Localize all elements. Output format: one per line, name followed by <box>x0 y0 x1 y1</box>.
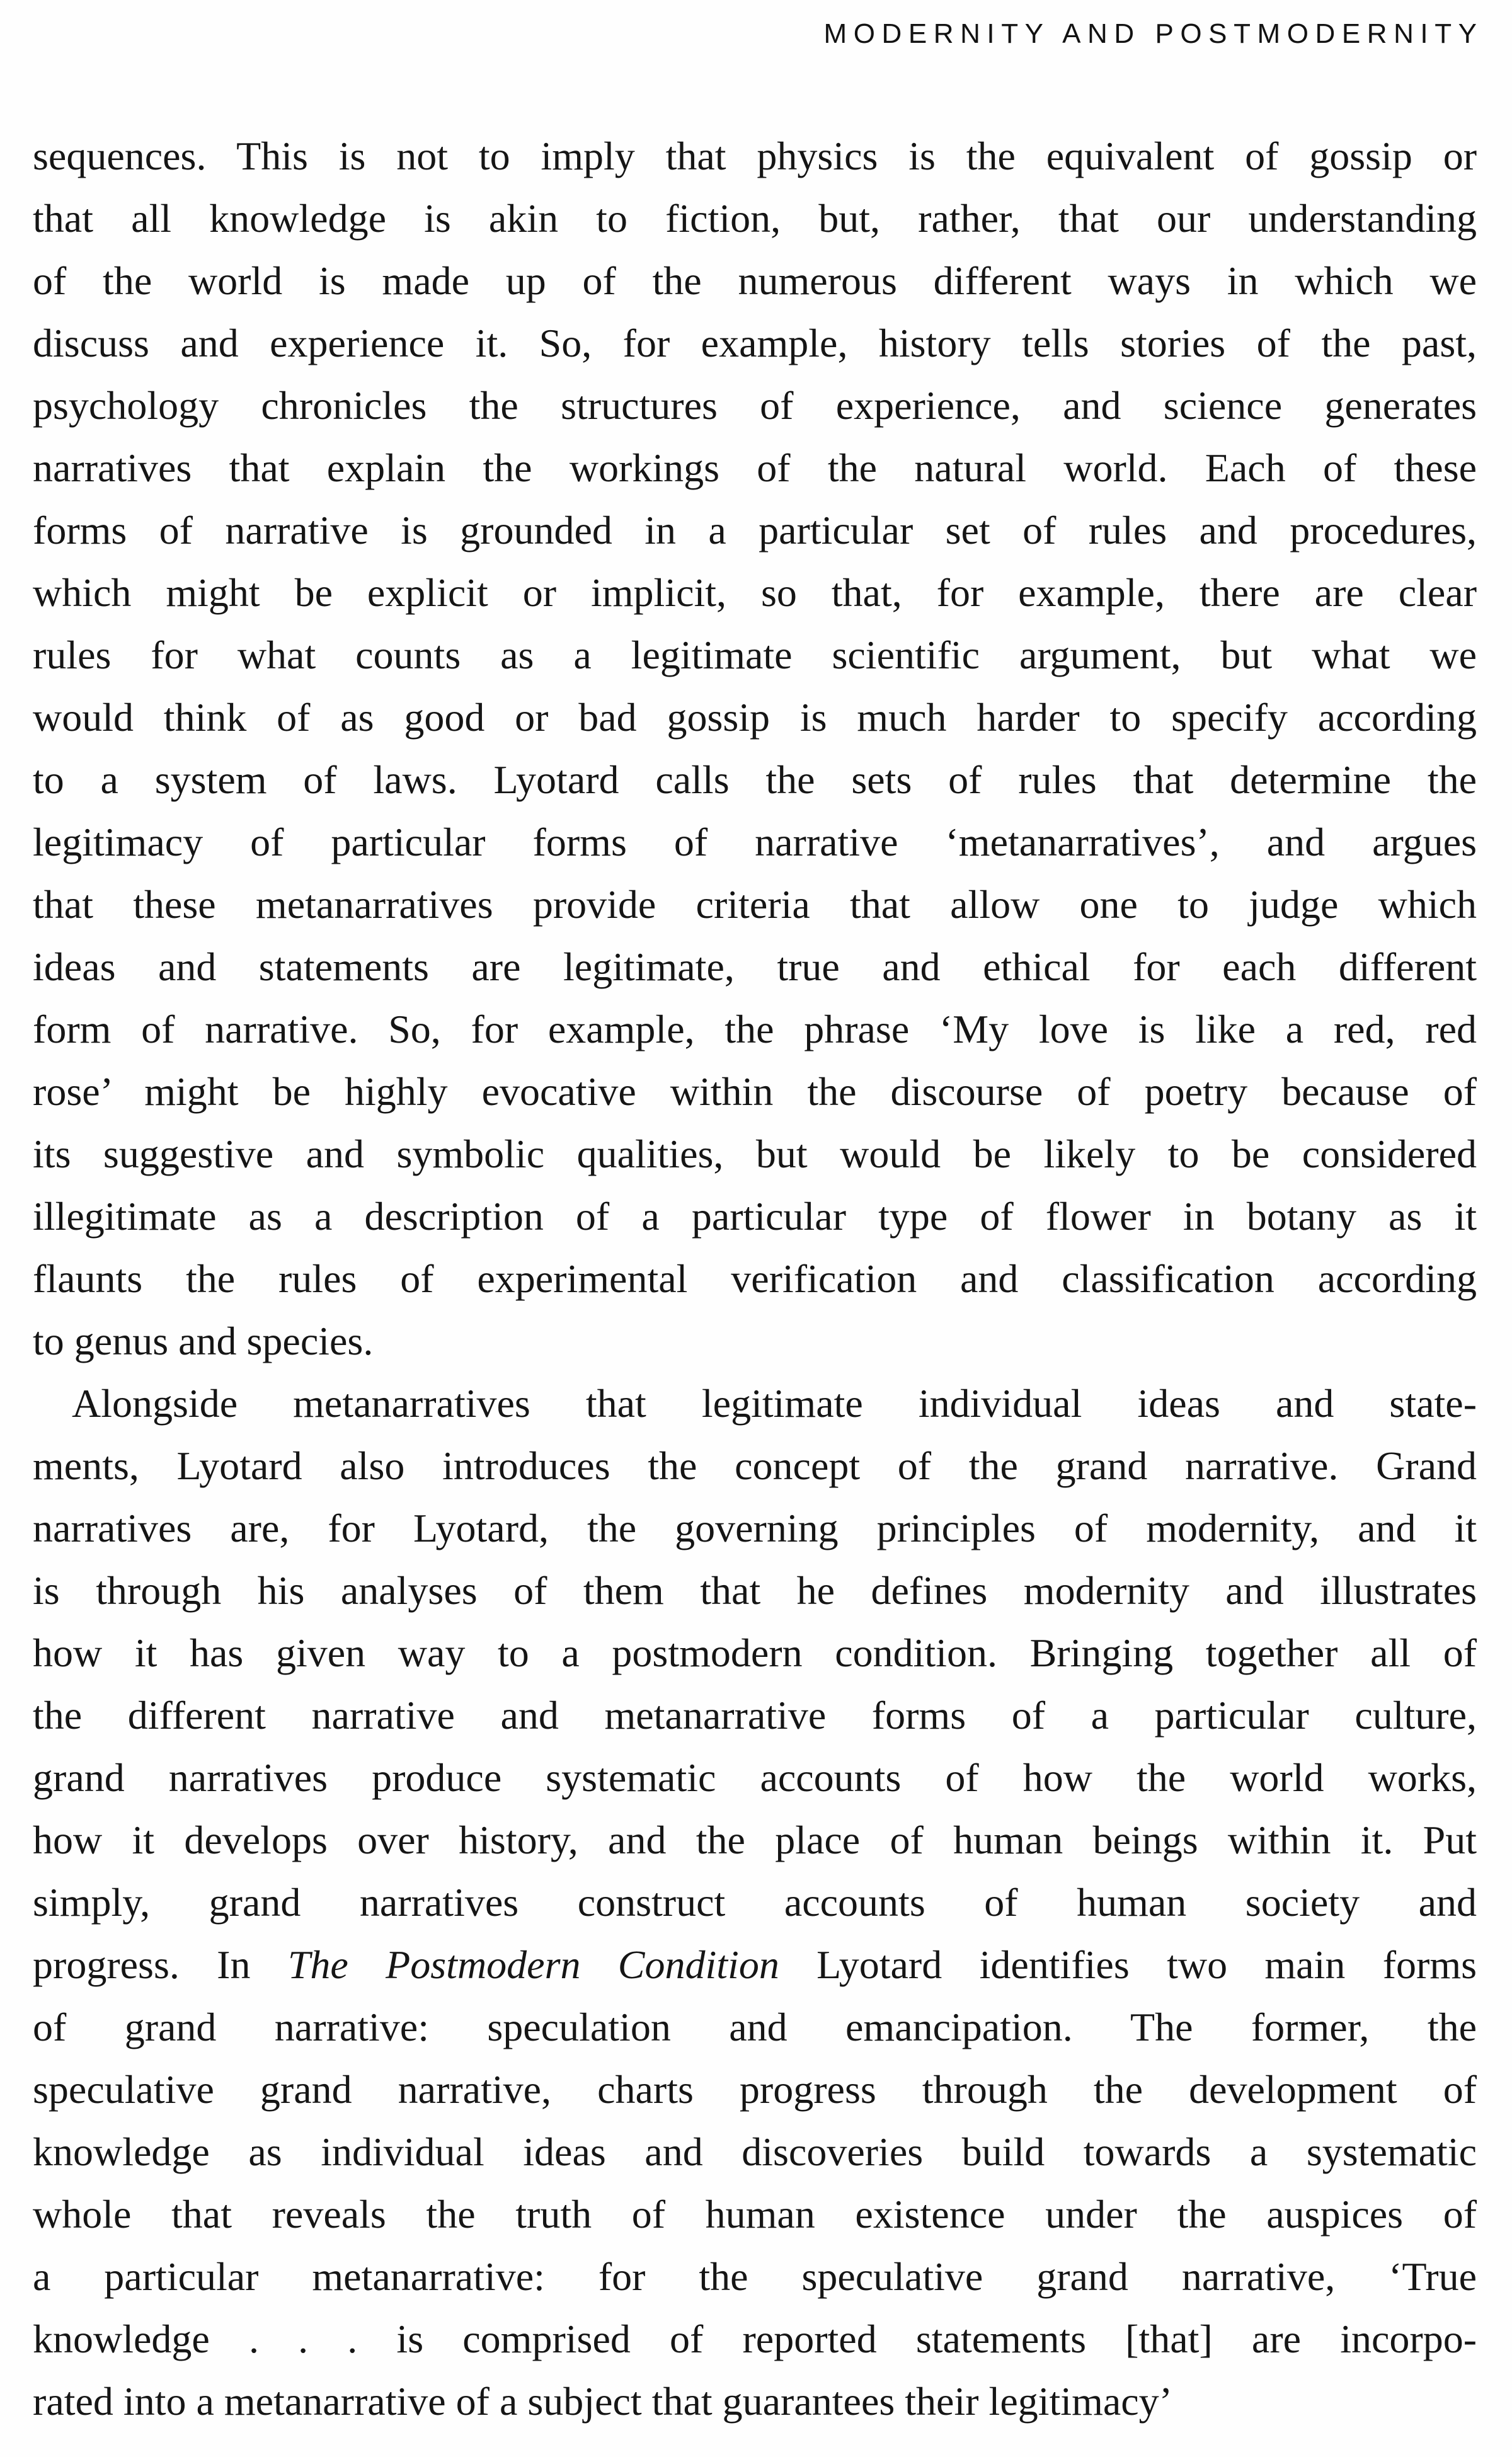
text-line <box>33 312 1477 374</box>
text-line <box>33 1435 1477 1497</box>
text-run: rated into a metanarrative of a subject that guarantees their legitimacy’ <box>33 2379 1172 2424</box>
body-text <box>33 125 1477 2432</box>
paragraph <box>33 1372 1477 2432</box>
text-line <box>33 1060 1477 1123</box>
text-line <box>33 2308 1477 2370</box>
text-line <box>33 1746 1477 1809</box>
text-run: of grand narrative: speculation and emancipation. The former, the <box>33 2005 1477 2050</box>
text-line <box>33 2121 1477 2183</box>
text-run: its suggestive and symbolic qualities, but would be likely to be considered <box>33 1131 1477 1177</box>
text-line <box>33 1123 1477 1185</box>
text-run: Alongside metanarratives that legitimate individual ideas and state- <box>72 1381 1477 1426</box>
text-line <box>33 686 1477 748</box>
text-run: how it has given way to a postmodern condition. Bringing together all of <box>33 1630 1477 1676</box>
text-line <box>33 936 1477 998</box>
text-line <box>33 2183 1477 2245</box>
text-run: how it develops over history, and the place of human beings within it. Put <box>33 1818 1477 1863</box>
text-run: Lyotard identifies two main forms <box>779 1942 1477 1988</box>
text-line <box>33 2058 1477 2121</box>
text-run: psychology chronicles the structures of experience, and science generates <box>33 383 1477 428</box>
text-run: ments, Lyotard also introduces the concept of the grand narrative. Grand <box>33 1443 1477 1489</box>
text-line <box>33 748 1477 811</box>
text-line <box>33 561 1477 624</box>
paragraph <box>33 125 1477 1372</box>
text-line <box>33 249 1477 312</box>
text-run: speculative grand narrative, charts progress through the development of <box>33 2067 1477 2112</box>
running-header: MODERNITY AND POSTMODERNITY <box>823 18 1484 49</box>
text-line <box>33 2370 1477 2432</box>
text-run: narratives are, for Lyotard, the governing principles of modernity, and it <box>33 1506 1477 1551</box>
text-line <box>33 1497 1477 1559</box>
text-run: the different narrative and metanarrative forms of a particular culture, <box>33 1693 1477 1738</box>
text-run: ideas and statements are legitimate, true and ethical for each different <box>33 944 1477 990</box>
text-line <box>33 125 1477 187</box>
text-line <box>33 187 1477 249</box>
text-run: of the world is made up of the numerous different ways in which we <box>33 258 1477 304</box>
text-line <box>33 1684 1477 1746</box>
text-run: form of narrative. So, for example, the phrase ‘My love is like a red, red <box>33 1007 1477 1052</box>
text-line <box>33 1559 1477 1622</box>
text-line <box>33 1372 1477 1435</box>
text-run: simply, grand narratives construct accounts of human society and <box>33 1880 1477 1925</box>
text-run: that all knowledge is akin to fiction, but, rather, that our understanding <box>33 196 1477 241</box>
text-line <box>33 437 1477 499</box>
text-line <box>33 1933 1477 1996</box>
text-run: whole that reveals the truth of human existence under the auspices of <box>33 2192 1477 2237</box>
text-run: rules for what counts as a legitimate scientific argument, but what we <box>33 633 1477 678</box>
text-run: progress. In <box>33 1942 288 1988</box>
text-line <box>33 1247 1477 1310</box>
text-line <box>33 1622 1477 1684</box>
text-line <box>33 1809 1477 1871</box>
text-run: to genus and species. <box>33 1319 374 1364</box>
text-run: narratives that explain the workings of the natural world. Each of these <box>33 445 1477 491</box>
text-line <box>33 2245 1477 2308</box>
text-line <box>33 811 1477 873</box>
text-line <box>33 998 1477 1060</box>
text-line <box>33 374 1477 437</box>
text-line <box>33 1310 1477 1372</box>
text-run: which might be explicit or implicit, so that, for example, there are clear <box>33 570 1477 616</box>
text-line <box>33 624 1477 686</box>
text-run: is through his analyses of them that he defines modernity and illustrates <box>33 1568 1477 1613</box>
italic-book-title: The Postmodern Condition <box>287 1942 779 1988</box>
text-run: grand narratives produce systematic accounts of how the world works, <box>33 1755 1477 1801</box>
text-run: legitimacy of particular forms of narrative ‘metanarratives’, and argues <box>33 820 1477 865</box>
text-run: to a system of laws. Lyotard calls the sets of rules that determine the <box>33 757 1477 803</box>
text-line <box>33 1996 1477 2058</box>
text-run: flaunts the rules of experimental verification and classification according <box>33 1256 1477 1302</box>
text-run: sequences. This is not to imply that physics is the equivalent of gossip or <box>33 134 1477 179</box>
text-run: a particular metanarrative: for the speculative grand narrative, ‘True <box>33 2254 1477 2300</box>
text-line <box>33 1185 1477 1247</box>
text-line <box>33 499 1477 561</box>
text-run: rose’ might be highly evocative within the discourse of poetry because of <box>33 1069 1477 1114</box>
text-run: would think of as good or bad gossip is much harder to specify according <box>33 695 1477 740</box>
text-line <box>33 1871 1477 1933</box>
text-run: knowledge as individual ideas and discoveries build towards a systematic <box>33 2129 1477 2175</box>
text-run: illegitimate as a description of a particular type of flower in botany as it <box>33 1194 1477 1239</box>
text-run: forms of narrative is grounded in a particular set of rules and procedures, <box>33 508 1477 553</box>
text-run: knowledge . . . is comprised of reported statements [that] are incorpo- <box>33 2317 1477 2362</box>
text-line <box>33 873 1477 936</box>
text-run: discuss and experience it. So, for example, history tells stories of the past, <box>33 321 1477 366</box>
text-run: that these metanarratives provide criteria that allow one to judge which <box>33 882 1477 927</box>
